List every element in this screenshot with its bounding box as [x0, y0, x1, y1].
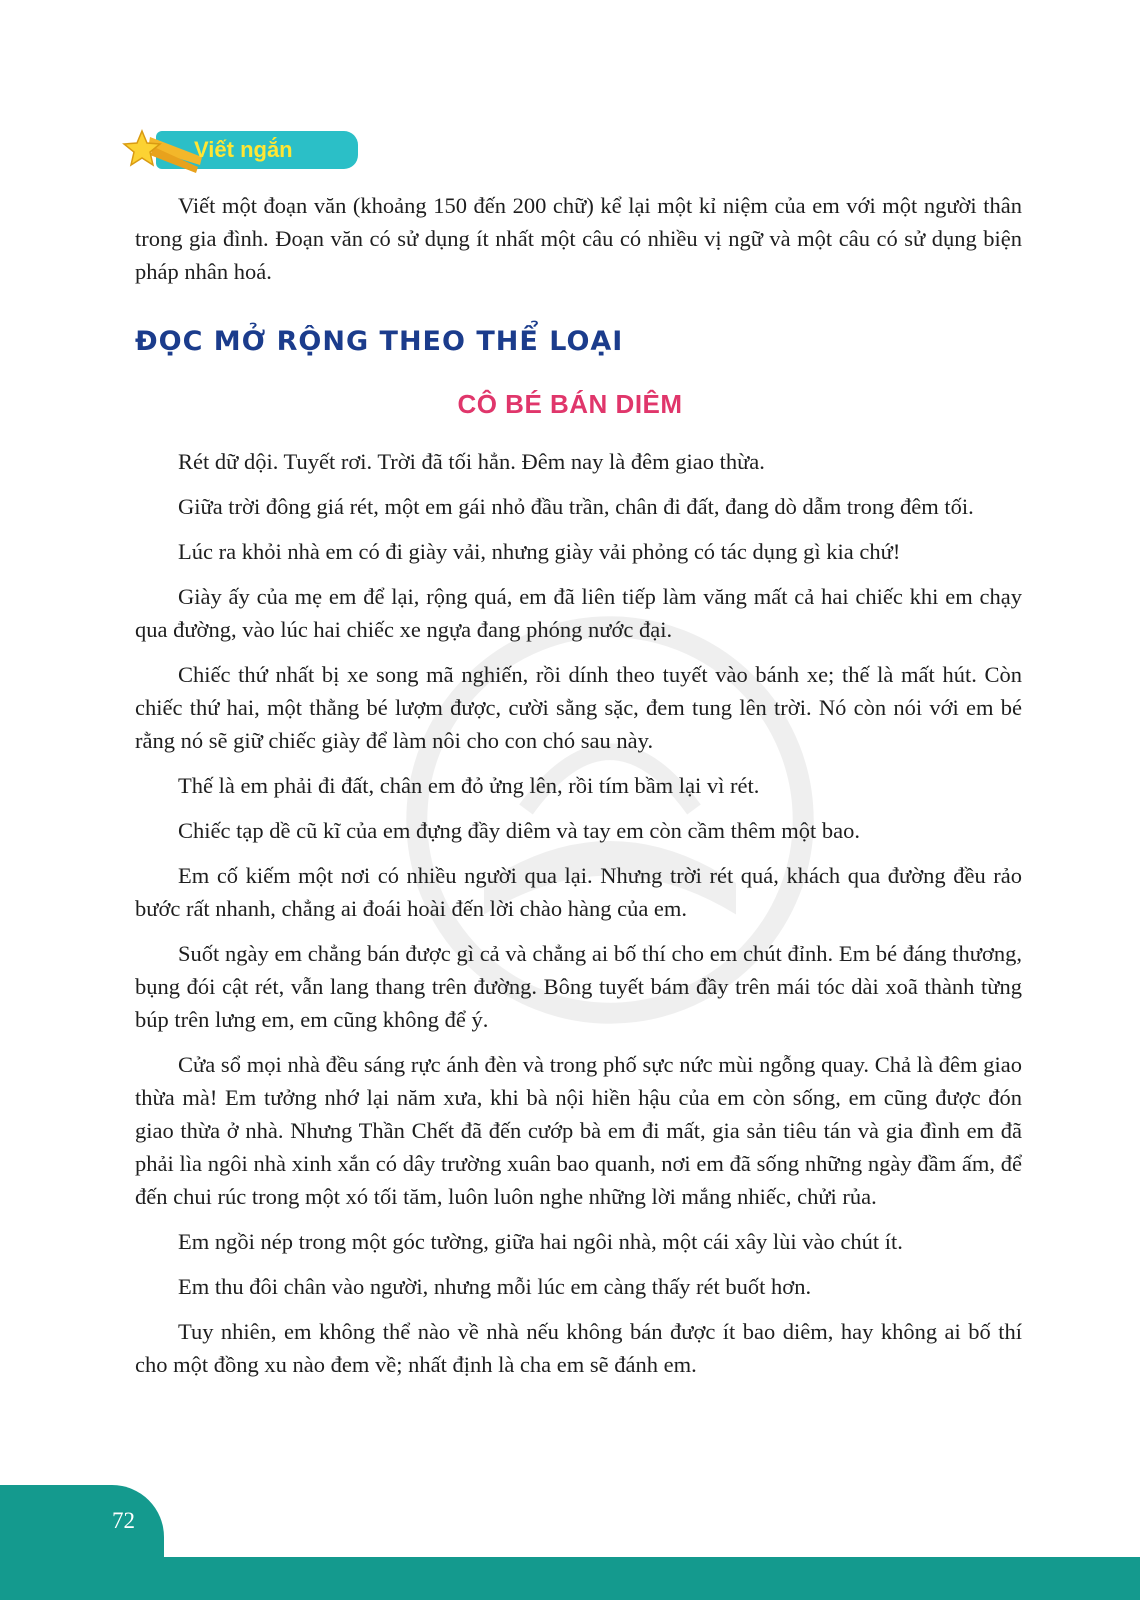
story-paragraph: Giày ấy của mẹ em để lại, rộng quá, em đã liên tiếp làm văng mất cả hai chiếc khi em chạy qua đường, vào lúc hai chiếc xe ngựa đang phóng nước đại.: [135, 584, 1022, 642]
story-paragraph: Tuy nhiên, em không thể nào về nhà nếu không bán được ít bao diêm, hay không ai bố thí cho một đồng xu nào đem về; nhất định là cha em sẽ đánh em.: [135, 1319, 1022, 1377]
story-paragraph: Chiếc tạp dề cũ kĩ của em đựng đầy diêm và tay em còn cầm thêm một bao.: [178, 818, 860, 843]
story-paragraph: Em cố kiếm một nơi có nhiều người qua lại. Nhưng trời rét quá, khách qua đường đều rảo bước rất nhanh, chẳng ai đoái hoài đến lời chào hàng của em.: [135, 863, 1022, 921]
story-paragraph: Rét dữ dội. Tuyết rơi. Trời đã tối hẳn. Đêm nay là đêm giao thừa.: [178, 449, 765, 474]
footer-bar: [0, 1557, 1140, 1600]
story-paragraph: Cửa sổ mọi nhà đều sáng rực ánh đèn và trong phố sực nức mùi ngỗng quay. Chả là đêm giao thừa mà! Em tưởng nhớ lại năm xưa, khi bà nội hiền hậu của em còn sống, em cũng được đón giao thừa ở nhà. Nhưng Thần Chết đã đến cướp bà em đi mất, gia sản tiêu tán và gia đình em đã phải lìa ngôi nhà xinh xắn có dây trường xuân bao quanh, nơi em đã sống những ngày đầm ấm, để đến chui rúc trong một xó tối tăm, luôn luôn nghe những lời mắng nhiếc, chửi rủa.: [135, 1052, 1022, 1209]
story-paragraph: Lúc ra khỏi nhà em có đi giày vải, nhưng giày vải phỏng có tác dụng gì kia chứ!: [178, 539, 901, 564]
story-paragraph: Chiếc thứ nhất bị xe song mã nghiến, rồi dính theo tuyết vào bánh xe; thế là mất hút. Còn chiếc thứ hai, một thằng bé lượm được, cười sằng sặc, đem tung lên trời. Nó còn nói với em bé rằng nó sẽ giữ chiếc giày để làm nôi cho con chó sau này.: [135, 662, 1022, 753]
story-paragraph: Giữa trời đông giá rét, một em gái nhỏ đầu trần, chân đi đất, đang dò dẫm trong đêm tối.: [178, 494, 974, 519]
badge-label: Viết ngắn: [194, 137, 293, 162]
page-number: 72: [112, 1508, 135, 1533]
story-paragraph: Thế là em phải đi đất, chân em đỏ ửng lên, rồi tím bầm lại vì rét.: [178, 773, 760, 798]
writing-prompt: Viết một đoạn văn (khoảng 150 đến 200 chữ) kể lại một kỉ niệm của em với một người thân trong gia đình. Đoạn văn có sử dụng ít nhất một câu có nhiều vị ngữ và một câu có sử dụng biện pháp nhân hoá.: [135, 193, 1022, 284]
story-paragraph: Suốt ngày em chẳng bán được gì cả và chẳng ai bố thí cho em chút đỉnh. Em bé đáng thương, bụng đói cật rét, vẫn lang thang trên đường. Bông tuyết bám đầy trên mái tóc dài xoã thành từng búp trên lưng em, em cũng không để ý.: [135, 941, 1022, 1032]
story-paragraph: Em ngồi nép trong một góc tường, giữa hai ngôi nhà, một cái xây lùi vào chút ít.: [178, 1229, 903, 1254]
story-body: [135, 445, 1022, 1393]
story-title: CÔ BÉ BÁN DIÊM: [457, 389, 683, 419]
section-heading: ĐỌC MỞ RỘNG THEO THỂ LOẠI: [135, 326, 624, 357]
story-paragraph: Em thu đôi chân vào người, nhưng mỗi lúc em càng thấy rét buốt hơn.: [178, 1274, 812, 1299]
writing-task-badge: [120, 127, 360, 177]
